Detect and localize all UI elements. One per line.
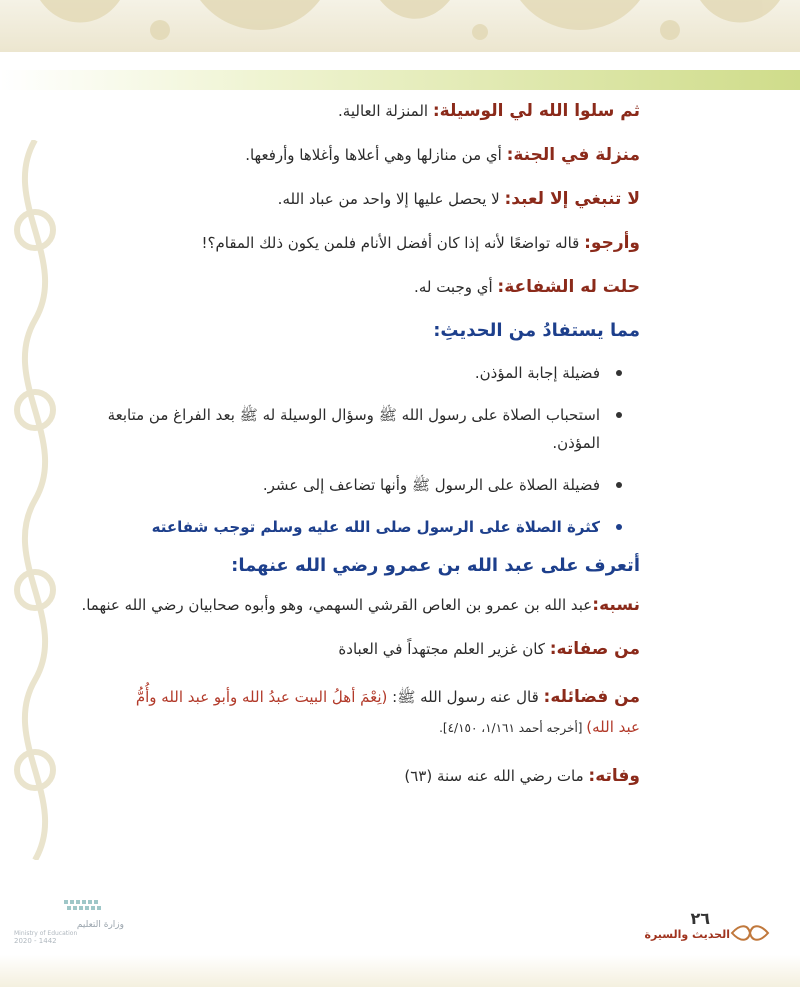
ministry-logo-icon [64, 896, 124, 914]
virtues-source: [أخرجه أحمد ١/١٦١، ٤/١٥٠]. [439, 721, 587, 735]
page-content [81, 100, 640, 809]
bio-heading: أتعرف على عبد الله بن عمرو رضي الله عنهما: [231, 555, 640, 576]
death [100, 765, 640, 787]
footer-ornament-icon [730, 924, 770, 942]
page-number: ٢٦ [690, 909, 710, 928]
benefits-list [100, 359, 622, 541]
definition-term: ثم سلوا الله لي الوسيلة: [432, 101, 640, 121]
definition-term: حلت له الشفاعة: [497, 277, 640, 297]
list-item [100, 513, 622, 541]
ministry-year: 2020 - 1442 [14, 937, 57, 945]
virtues-text: قال عنه رسول الله ﷺ: [387, 688, 544, 706]
list-item-text: فضيلة الصلاة على الرسول ﷺ وأنها تضاعف إلى عشر. [262, 476, 600, 494]
bullet-icon [616, 524, 622, 530]
traits-term: من صفاته: [549, 639, 640, 659]
definition-text: لا يحصل عليها إلا واحد من عباد الله. [277, 190, 505, 208]
top-ornament-pattern [0, 0, 800, 52]
ministry-name: وزارة التعليم [76, 920, 124, 930]
lineage [81, 594, 640, 616]
book-title: الحديث والسيرة [644, 928, 730, 941]
virtues-quote: (نِعْمَ أهلُ البيت عبدُ الله وأبو عبد الله وأُمُّ عبد الله) [135, 688, 640, 736]
definition-3 [100, 188, 640, 210]
virtues-term: من فضائله: [543, 687, 640, 707]
traits [100, 638, 640, 660]
bullet-icon [616, 412, 622, 418]
definition-text: المنزلة العالية. [338, 102, 433, 120]
benefits-heading: مما يستفادُ من الحديثِ: [433, 320, 640, 341]
death-term: وفاته: [588, 766, 640, 786]
definition-2 [100, 144, 640, 166]
definition-text: أي من منازلها وهي أعلاها وأغلاها وأرفعها. [245, 146, 507, 164]
top-ornament [0, 0, 800, 52]
definition-term: منزلة في الجنة: [506, 145, 640, 165]
ministry-english-name: Ministry of Education [14, 930, 78, 937]
lineage-text: عبد الله بن عمرو بن العاص القرشي السهمي، وهو وأبوه صحابيان رضي الله عنهما. [81, 596, 593, 614]
definition-1 [100, 100, 640, 122]
list-item-text: كثرة الصلاة على الرسول صلى الله عليه وسلم توجب شفاعته [151, 518, 600, 536]
lineage-term: نسبه: [592, 595, 640, 615]
definition-text: قاله تواضعًا لأنه إذا كان أفضل الأنام فلمن يكون ذلك المقام؟! [201, 234, 585, 252]
definition-text: أي وجبت له. [414, 278, 498, 296]
definition-5 [100, 276, 640, 298]
list-item [80, 401, 622, 457]
side-ornament [0, 140, 70, 860]
list-item-text: استحباب الصلاة على رسول الله ﷺ وسؤال الوسيلة له ﷺ بعد الفراغ من متابعة المؤذن. [107, 406, 600, 452]
list-item [100, 359, 622, 387]
top-green-band [0, 70, 800, 90]
bottom-band [0, 955, 800, 987]
bullet-icon [616, 482, 622, 488]
ministry-logo [14, 896, 124, 945]
definition-4 [100, 232, 640, 254]
definition-term: لا تنبغي إلا لعبد: [504, 189, 640, 209]
traits-text: كان غزير العلم مجتهداً في العبادة [338, 640, 550, 658]
virtues [120, 682, 640, 743]
bullet-icon [616, 370, 622, 376]
list-item-text: فضيلة إجابة المؤذن. [474, 364, 600, 382]
list-item [100, 471, 622, 499]
definition-term: وأرجو: [584, 233, 640, 253]
death-text: مات رضي الله عنه سنة (٦٣) [404, 767, 589, 785]
